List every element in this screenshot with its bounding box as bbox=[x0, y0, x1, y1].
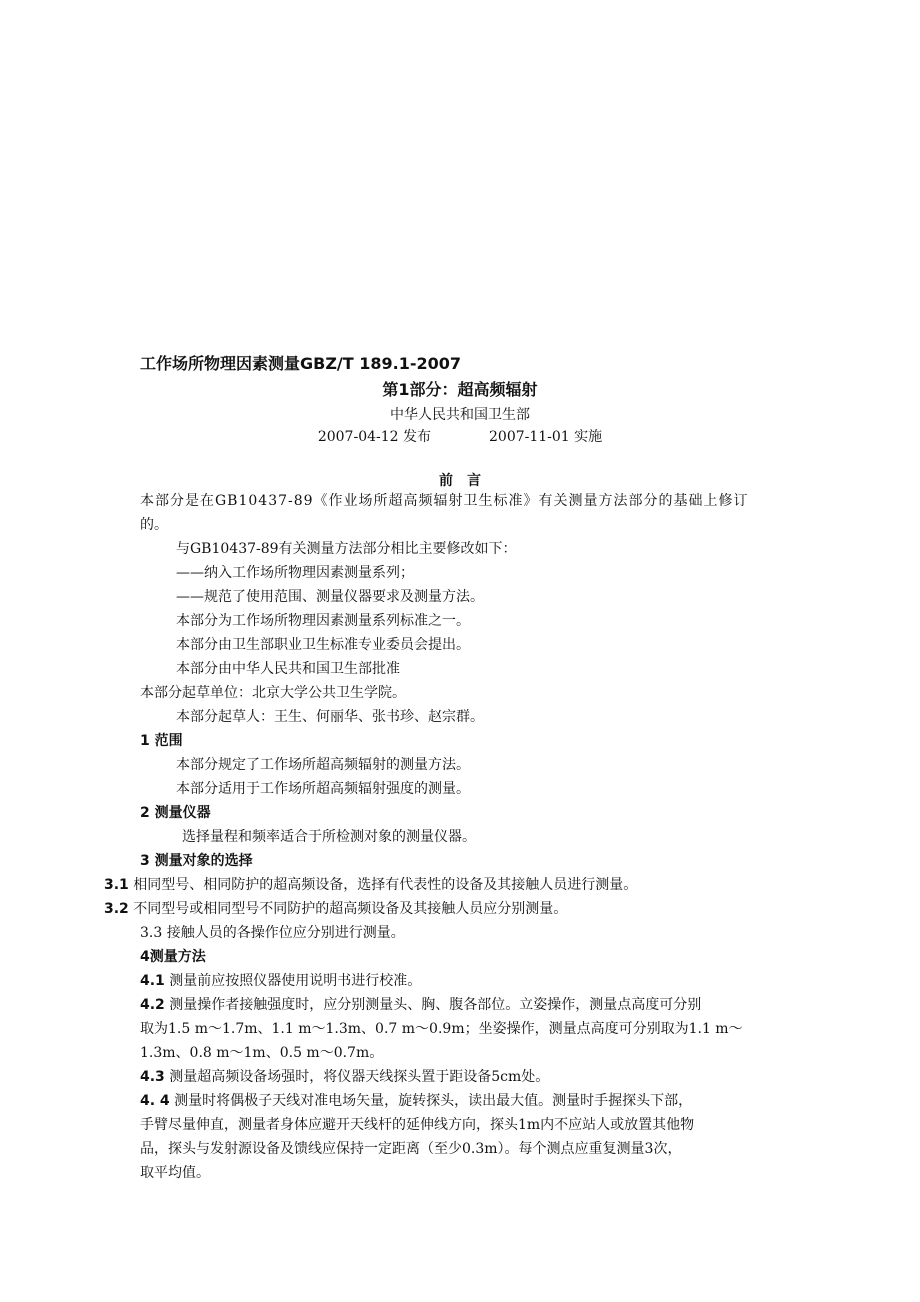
clause-text: 测量操作者接触强度时，应分别测量头、胸、腹各部位。立姿操作，测量点高度可分别 bbox=[169, 997, 702, 1013]
clause-4-4 bbox=[140, 1090, 692, 1112]
clause-3-1 bbox=[104, 874, 637, 896]
section-heading-scope: 1 范围 bbox=[140, 733, 183, 749]
document-title: 工作场所物理因素测量GBZ/T 189.1-2007 bbox=[140, 354, 462, 373]
issue-date: 2007-04-12 发布 bbox=[317, 429, 431, 445]
clause-text: 测量超高频设备场强时，将仪器天线探头置于距设备5cm处。 bbox=[169, 1069, 550, 1085]
clause-continuation: 取平均值。 bbox=[140, 1165, 210, 1181]
foreword-line: 本部分起草单位：北京大学公共卫生学院。 bbox=[140, 685, 406, 701]
paragraph: 选择量程和频率适合于所检测对象的测量仪器。 bbox=[182, 829, 476, 845]
clause-4-1 bbox=[140, 970, 421, 992]
clause-4-2 bbox=[140, 994, 701, 1016]
section-heading-selection: 3 测量对象的选择 bbox=[140, 853, 253, 869]
clause-3-3 bbox=[140, 922, 405, 944]
foreword-line: 本部分由中华人民共和国卫生部批准 bbox=[176, 661, 400, 677]
clause-number: 3.3 bbox=[140, 925, 163, 941]
clause-continuation: 手臂尽量伸直，测量者身体应避开天线杆的延伸线方向，探头1m内不应站人或放置其他物 bbox=[140, 1117, 695, 1133]
clause-continuation: 品，探头与发射源设备及馈线应保持一定距离（至少0.3m）。每个测点应重复测量3次， bbox=[140, 1141, 682, 1157]
clause-number: 3.2 bbox=[104, 901, 129, 917]
paragraph: 本部分适用于工作场所超高频辐射强度的测量。 bbox=[176, 781, 470, 797]
paragraph: 本部分规定了工作场所超高频辐射的测量方法。 bbox=[176, 757, 470, 773]
foreword-line: 本部分为工作场所物理因素测量系列标准之一。 bbox=[176, 613, 470, 629]
date-line bbox=[0, 426, 920, 448]
section-heading-instruments: 2 测量仪器 bbox=[140, 805, 211, 821]
issuer: 中华人民共和国卫生部 bbox=[390, 407, 530, 423]
clause-number: 4.3 bbox=[140, 1069, 165, 1085]
effective-date: 2007-11-01 实施 bbox=[489, 429, 603, 445]
foreword-line: 的。 bbox=[140, 517, 168, 533]
clause-4-3 bbox=[140, 1066, 549, 1088]
clause-3-2 bbox=[104, 898, 567, 920]
foreword-line: 本部分是在GB10437-89《作业场所超高频辐射卫生标准》有关测量方法部分的基础上修订 bbox=[140, 493, 749, 509]
foreword-line: ——纳入工作场所物理因素测量系列； bbox=[176, 565, 414, 581]
section-heading-method: 4测量方法 bbox=[140, 949, 206, 965]
foreword-line: 与GB10437-89有关测量方法部分相比主要修改如下： bbox=[176, 541, 517, 557]
clause-number: 4. 4 bbox=[140, 1093, 170, 1109]
clause-text: 接触人员的各操作位应分别进行测量。 bbox=[166, 925, 405, 941]
foreword-line: 本部分由卫生部职业卫生标准专业委员会提出。 bbox=[176, 637, 470, 653]
clause-number: 3.1 bbox=[104, 877, 129, 893]
clause-continuation: 1.3m、0.8 m～1m、0.5 m～0.7m。 bbox=[140, 1045, 384, 1061]
foreword-heading: 前 言 bbox=[439, 473, 481, 489]
part-title: 第1部分：超高频辐射 bbox=[382, 380, 538, 399]
clause-text: 不同型号或相同型号不同防护的超高频设备及其接触人员应分别测量。 bbox=[133, 901, 568, 917]
foreword-line: ——规范了使用范围、测量仪器要求及测量方法。 bbox=[176, 589, 484, 605]
clause-text: 测量时将偶极子天线对准电场矢量，旋转探头，读出最大值。测量时手握探头下部， bbox=[174, 1093, 693, 1109]
clause-continuation: 取为1.5 m～1.7m、1.1 m～1.3m、0.7 m～0.9m；坐姿操作，测量点高度可分别取为1.1 m～ bbox=[140, 1021, 743, 1037]
clause-text: 测量前应按照仪器使用说明书进行校准。 bbox=[169, 973, 422, 989]
clause-number: 4.1 bbox=[140, 973, 165, 989]
clause-text: 相同型号、相同防护的超高频设备，选择有代表性的设备及其接触人员进行测量。 bbox=[133, 877, 638, 893]
clause-number: 4.2 bbox=[140, 997, 165, 1013]
foreword-line: 本部分起草人：王生、何丽华、张书珍、赵宗群。 bbox=[176, 709, 484, 725]
